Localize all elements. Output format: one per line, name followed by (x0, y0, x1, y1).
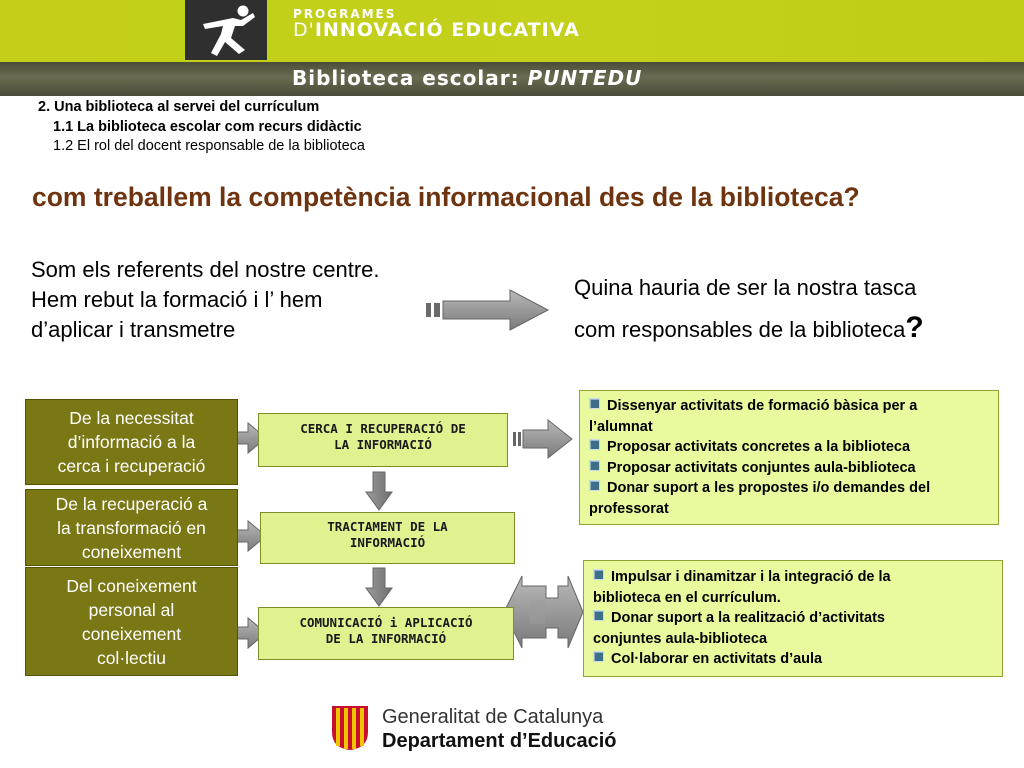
intro-line: d’aplicar i transmetre (31, 317, 236, 342)
process-label-line: DE LA INFORMACIÓ (325, 631, 447, 646)
stage-label (56, 492, 208, 564)
stage-box-3 (25, 567, 238, 676)
stage-label-line: Del coneixement (66, 575, 197, 596)
task-item (593, 649, 994, 670)
task-text: Impulsar i dinamitzar i la integració de la (611, 569, 891, 585)
task-text: Proposar activitats concretes a la biblioteca (607, 439, 911, 455)
task-text: Proposar activitats conjuntes aula-biblioteca (607, 459, 916, 476)
breadcrumb-level-1: 2. Una biblioteca al servei del currículum (38, 99, 320, 115)
bullet-icon (589, 480, 600, 491)
program-label-small: PROGRAMES (293, 7, 397, 21)
program-name: INNOVACIÓ EDUCATIVA (314, 19, 580, 41)
task-text: Dissenyar activitats de formació bàsica per a (607, 398, 918, 414)
task-item (589, 478, 990, 499)
footer-institution: Generalitat de Catalunya (382, 706, 604, 728)
stage-label-line: coneixement (81, 623, 182, 644)
process-label-line: COMUNICACIÓ i APLICACIÓ (299, 615, 473, 630)
stage-box-2 (25, 489, 238, 566)
task-item (589, 499, 990, 520)
bullet-icon (589, 460, 600, 471)
task-item (593, 588, 994, 609)
process-label-line: CERCA I RECUPERACIÓ DE (300, 421, 466, 436)
task-item (593, 608, 994, 629)
process-label (299, 615, 472, 647)
stage-label-line: cerca i recuperació (57, 456, 206, 476)
program-prefix: D' (293, 19, 315, 41)
breadcrumb-level-3: 1.2 El rol del docent responsable de la biblioteca (53, 138, 365, 154)
task-text: Col·laborar en activitats d’aula (611, 651, 823, 667)
question-mark: ? (905, 311, 924, 344)
question-line-text: com responsables de la biblioteca (574, 317, 906, 342)
stage-label-line: d’informació a la (67, 432, 196, 452)
task-text: biblioteca en el currículum. (593, 589, 781, 606)
process-box-treatment (260, 512, 515, 564)
bullet-icon (593, 569, 604, 580)
question-line: Quina hauria de ser la nostra tasca (574, 275, 917, 300)
down-arrow-2-icon (366, 568, 392, 606)
bullet-icon (589, 439, 600, 450)
bullet-icon (589, 398, 600, 409)
process-label-line: INFORMACIÓ (349, 535, 426, 550)
process-label (327, 519, 447, 551)
task-item (593, 629, 994, 650)
bidirectional-arrow-icon (504, 576, 583, 648)
footer-department: Departament d’Educació (382, 730, 617, 752)
band-title-sub: PUNTEDU (527, 66, 643, 90)
stage-label-line: la transformació en (57, 517, 206, 538)
stage-box-1 (25, 399, 238, 485)
task-item (589, 417, 990, 438)
task-item (589, 396, 990, 417)
process-label-line: TRACTAMENT DE LA (327, 519, 448, 534)
stage-label-line: col·lectiu (96, 647, 167, 668)
task-text: professorat (589, 500, 669, 517)
process-label (300, 421, 466, 453)
intro-arrow-icon (426, 290, 548, 330)
stage-label-line: personal al (88, 599, 175, 620)
task-text: Donar suport a la realització d’activitats (611, 610, 885, 626)
bullet-icon (593, 651, 604, 662)
task-item (593, 567, 994, 588)
process-box-communication (258, 607, 514, 660)
stage-label (66, 574, 196, 670)
page-title: com treballem la competència informacional des de la biblioteca? (32, 182, 860, 212)
stage-label-line: De la necessitat (69, 408, 194, 428)
bullet-icon (593, 610, 604, 621)
down-arrow-1-icon (366, 472, 392, 510)
tasks-box-1 (579, 390, 999, 525)
generalitat-logo-icon (330, 704, 370, 752)
process-box-search (258, 413, 508, 467)
task-text: Donar suport a les propostes i/o demandes del (607, 480, 931, 496)
intro-line: Hem rebut la formació i l’ hem (31, 287, 323, 312)
process-label-line: LA INFORMACIÓ (334, 437, 432, 452)
task-text: l’alumnat (589, 418, 653, 435)
stage-label-line: coneixement (81, 541, 182, 562)
stage-label-line: De la recuperació a (55, 493, 208, 514)
task-arrow-icon (513, 420, 572, 458)
task-text: conjuntes aula-biblioteca (593, 630, 768, 647)
tasks-box-2 (583, 560, 1003, 677)
task-item (589, 437, 990, 458)
band-title-main: Biblioteca escolar: (292, 66, 528, 90)
stage-label (58, 406, 206, 478)
intro-line: Som els referents del nostre centre. (31, 257, 380, 282)
task-item (589, 458, 990, 479)
breadcrumb-level-2: 1.1 La biblioteca escolar com recurs didàctic (53, 119, 362, 135)
